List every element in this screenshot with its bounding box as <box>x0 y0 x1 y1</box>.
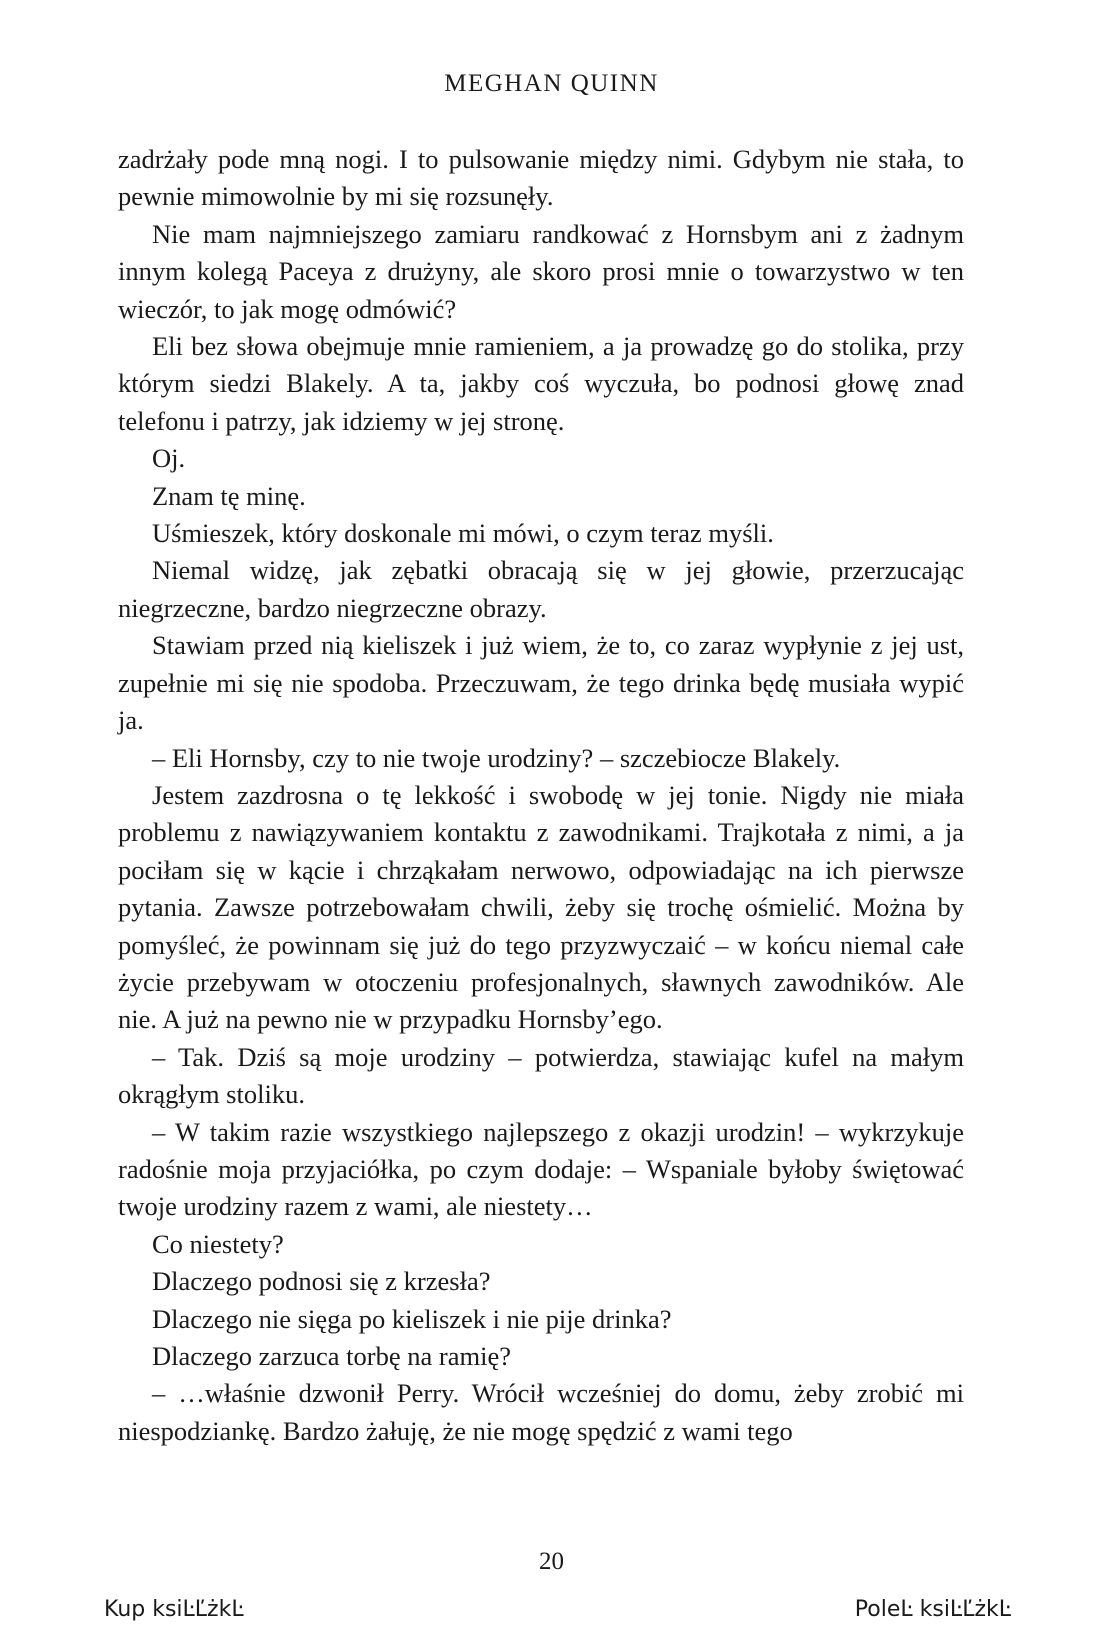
running-header-author: MEGHAN QUINN <box>444 70 659 97</box>
paragraph: Dlaczego podnosi się z krzesła? <box>152 1266 491 1297</box>
paragraph: Nie mam najmniejszego zamiaru randkować z Hornsbym ani z żadnym innym kolegą Paceya z drużyny, ale skoro prosi mnie o towarzystwo w ten wieczór, to jak mogę odmówić? <box>118 218 964 324</box>
buy-book-link[interactable]: Kup ksiĿĽżkĿ <box>104 1597 244 1622</box>
paragraph: Oj. <box>152 443 186 474</box>
paragraph: Znam tę minę. <box>152 480 306 511</box>
paragraph: Dlaczego nie sięga po kieliszek i nie pije drinka? <box>152 1303 672 1334</box>
recommend-book-link[interactable]: PoleĿ ksiĿĽżkĿ <box>854 1597 1011 1622</box>
page-number: 20 <box>539 1548 564 1575</box>
body-text <box>118 141 964 1450</box>
paragraph-continued: zadrżały pode mną nogi. I to pulsowanie między nimi. Gdybym nie stała, to pewnie mimowolnie by mi się rozsunęły. <box>118 144 964 212</box>
paragraph: Stawiam przed nią kieliszek i już wiem, że to, co zaraz wypłynie z jej ust, zupełnie mi się nie spodoba. Przeczuwam, że tego drinka będę musiała wypić ja. <box>118 630 964 736</box>
paragraph: – W takim razie wszystkiego najlepszego z okazji urodzin! – wykrzykuje radośnie moja przyjaciółka, po czym dodaje: – Wspaniale byłoby świętować twoje urodziny razem z wami, ale niestety… <box>118 1116 964 1222</box>
paragraph: – Eli Hornsby, czy to nie twoje urodziny? – szczebiocze Blakely. <box>152 742 841 773</box>
paragraph: – …właśnie dzwonił Perry. Wrócił wcześniej do domu, żeby zrobić mi niespodziankę. Bardzo żałuję, że nie mogę spędzić z wami tego <box>118 1378 964 1446</box>
paragraph: – Tak. Dziś są moje urodziny – potwierdza, stawiając kufel na małym okrągłym stoliku. <box>118 1041 964 1110</box>
paragraph: Jestem zazdrosna o tę lekkość i swobodę w jej tonie. Nigdy nie miała problemu z nawiązywaniem kontaktu z zawodnikami. Trajkotała z nimi, a ja pociłam się w kącie i chrząkałam nerwowo, odpowiadając na ich pierwsze pytania. Zawsze potrzebowałam chwili, żeby się trochę ośmielić. Można by pomyśleć, że powinnam się już do tego przyzwyczaić – w końcu niemal całe życie przebywam w otoczeniu profesjonalnych, sławnych zawodników. Ale nie. A już na pewno nie w przypadku Hornsby’ego. <box>118 779 964 1035</box>
paragraph: Dlaczego zarzuca torbę na ramię? <box>152 1341 511 1371</box>
paragraph: Co niestety? <box>152 1228 284 1259</box>
paragraph: Eli bez słowa obejmuje mnie ramieniem, a ja prowadzę go do stolika, przy którym siedzi Blakely. A ta, jakby coś wyczuła, bo podnosi głowę znad telefonu i patrzy, jak idziemy w jej stronę. <box>118 331 964 436</box>
paragraph: Niemal widzę, jak zębatki obracają się w jej głowie, przerzucając niegrzeczne, bardzo niegrzeczne obrazy. <box>118 555 964 623</box>
paragraph: Uśmieszek, który doskonale mi mówi, o czym teraz myśli. <box>152 518 774 549</box>
